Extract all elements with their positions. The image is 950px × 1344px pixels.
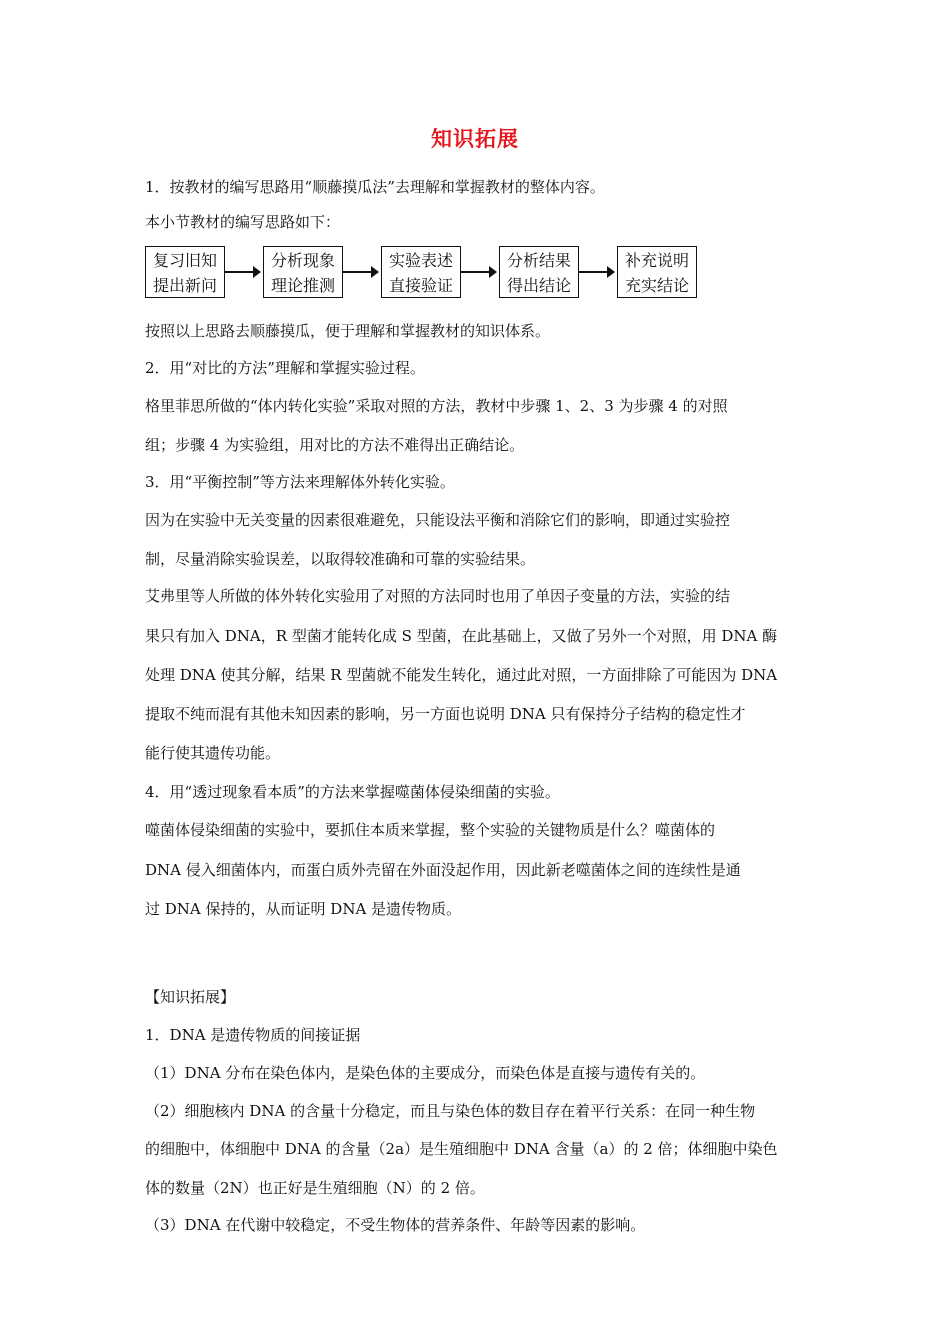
flow-arrow-4: [579, 271, 613, 273]
paragraph-10-line3: 过 DNA 保持的，从而证明 DNA 是遗传物质。: [145, 900, 462, 918]
flow-box-3: [381, 246, 461, 298]
paragraph-10-line1: 噬菌体侵染细菌的实验中，要抓住本质来掌握，整个实验的关键物质是什么？噬菌体的: [145, 821, 716, 839]
knowledge-item-3-line3: 体的数量（2N）也正好是生殖细胞（N）的 2 倍。: [145, 1179, 485, 1197]
flow-box-1-line2: 提出新问: [152, 276, 217, 295]
flow-box-3-line1: 实验表述: [388, 251, 453, 270]
paragraph-8-line5: 能行使其遗传功能。: [145, 744, 281, 762]
paragraph-7-line1: 因为在实验中无关变量的因素很难避免，只能设法平衡和消除它们的影响，即通过实验控: [145, 511, 731, 529]
flow-box-4: [499, 246, 579, 298]
paragraph-8-line3: 处理 DNA 使其分解，结果 R 型菌就不能发生转化，通过此对照，一方面排除了可能因为 DNA: [145, 666, 778, 684]
flow-arrow-1: [225, 271, 259, 273]
knowledge-item-3-line1: （2）细胞核内 DNA 的含量十分稳定，而且与染色体的数目存在着平行关系：在同一种生物: [145, 1102, 756, 1120]
paragraph-4: 2．用“对比的方法”理解和掌握实验过程。: [145, 359, 425, 377]
section-heading: 【知识拓展】: [145, 988, 236, 1006]
paragraph-5-line2: 组；步骤 4 为实验组，用对比的方法不难得出正确结论。: [145, 436, 525, 454]
page-title: 知识拓展: [431, 127, 519, 151]
flow-box-5-line2: 充实结论: [624, 276, 689, 295]
flow-box-1-line1: 复习旧知: [152, 251, 217, 270]
paragraph-5-line1: 格里菲思所做的“体内转化实验”采取对照的方法，教材中步骤 1、2、3 为步骤 4 的对照: [145, 397, 728, 415]
knowledge-item-1: 1．DNA 是遗传物质的间接证据: [145, 1026, 361, 1044]
flow-box-2-line2: 理论推测: [270, 276, 335, 295]
knowledge-item-2: （1）DNA 分布在染色体内，是染色体的主要成分，而染色体是直接与遗传有关的。: [145, 1064, 706, 1082]
flow-box-2-line1: 分析现象: [270, 251, 335, 270]
flow-box-1: [145, 246, 225, 298]
paragraph-2: 本小节教材的编写思路如下：: [145, 213, 341, 231]
flow-box-4-line1: 分析结果: [506, 251, 571, 270]
paragraph-6: 3．用“平衡控制”等方法来理解体外转化实验。: [145, 473, 455, 491]
knowledge-item-4: （3）DNA 在代谢中较稳定，不受生物体的营养条件、年龄等因素的影响。: [145, 1216, 646, 1234]
paragraph-9: 4．用“透过现象看本质”的方法来掌握噬菌体侵染细菌的实验。: [145, 783, 560, 801]
paragraph-8-line1: 艾弗里等人所做的体外转化实验用了对照的方法同时也用了单因子变量的方法，实验的结: [145, 587, 731, 605]
flow-arrow-3: [461, 271, 495, 273]
paragraph-8-line2: 果只有加入 DNA，R 型菌才能转化成 S 型菌，在此基础上，又做了另外一个对照，用 DNA 酶: [145, 627, 778, 645]
flow-box-4-line2: 得出结论: [506, 276, 571, 295]
paragraph-7-line2: 制，尽量消除实验误差，以取得较准确和可靠的实验结果。: [145, 550, 536, 568]
flow-diagram: [145, 246, 705, 302]
paragraph-10-line2: DNA 侵入细菌体内，而蛋白质外壳留在外面没起作用，因此新老噬菌体之间的连续性是通: [145, 861, 741, 879]
flow-box-5-line1: 补充说明: [624, 251, 689, 270]
paragraph-8-line4: 提取不纯而混有其他未知因素的影响，另一方面也说明 DNA 只有保持分子结构的稳定性才: [145, 705, 746, 723]
flow-box-5: [617, 246, 697, 298]
paragraph-1: 1．按教材的编写思路用“顺藤摸瓜法”去理解和掌握教材的整体内容。: [145, 178, 605, 196]
flow-arrow-2: [343, 271, 377, 273]
knowledge-item-3-line2: 的细胞中，体细胞中 DNA 的含量（2a）是生殖细胞中 DNA 含量（a）的 2 倍；体细胞中染色: [145, 1140, 778, 1158]
flow-box-2: [263, 246, 343, 298]
paragraph-3: 按照以上思路去顺藤摸瓜，便于理解和掌握教材的知识体系。: [145, 322, 551, 340]
flow-box-3-line2: 直接验证: [388, 276, 453, 295]
